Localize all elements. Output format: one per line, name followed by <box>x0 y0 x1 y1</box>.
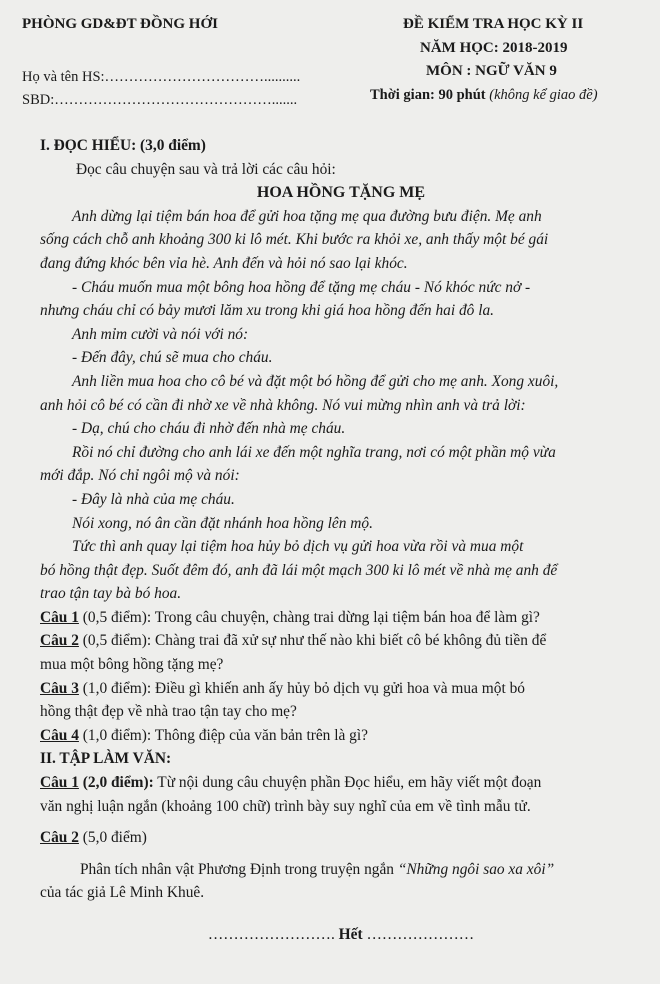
story-line: - Đến đây, chú sẽ mua cho cháu. <box>72 349 273 367</box>
question-text: Phân tích nhân vật Phương Định trong truyện ngắn <box>80 860 398 878</box>
exam-body <box>40 134 642 947</box>
time-note: (không kể giao đề) <box>489 87 598 103</box>
question-text: (0,5 điểm): Chàng trai đã xử sự như thế nào khi biết cô bé không đủ tiền để <box>78 632 547 650</box>
question-3-cont: hồng thật đẹp về nhà trao tận tay cho mẹ? <box>40 703 297 721</box>
subject: MÔN : NGỮ VĂN 9 <box>426 63 557 79</box>
reading-instruction: Đọc câu chuyện sau và trả lời các câu hỏi: <box>76 160 336 178</box>
story-line: trao tận tay bà bó hoa. <box>40 585 182 603</box>
question-label: Câu 4 <box>40 726 79 744</box>
story-line: - Dạ, chú cho cháu đi nhờ đến nhà mẹ cháu. <box>72 420 346 438</box>
story-line: Nói xong, nó ân cần đặt nhánh hoa hồng lên mộ. <box>72 514 373 532</box>
school-office: PHÒNG GD&ĐT ĐỒNG HỚI <box>22 16 218 32</box>
story-line: Anh liền mua hoa cho cô bé và đặt một bó hồng để gửi cho mẹ anh. Xong xuôi, <box>72 372 559 390</box>
story-line: Anh dừng lại tiệm bán hoa để gửi hoa tặng mẹ qua đường bưu điện. Mẹ anh <box>72 207 542 225</box>
essay-question-2-text <box>40 858 642 882</box>
end-dots-left: ……………………. <box>207 926 335 943</box>
story-line: Tức thì anh quay lại tiệm hoa hủy bỏ dịch vụ gửi hoa vừa rồi và mua một <box>72 538 524 556</box>
time-allowed <box>370 87 598 104</box>
question-text: Từ nội dung câu chuyện phần Đọc hiểu, em hãy viết một đoạn <box>153 774 542 792</box>
question-label: Câu 2 <box>40 632 79 650</box>
story-line: mới đắp. Nó chỉ ngôi mộ và nói: <box>40 467 240 485</box>
exam-title: ĐỀ KIỂM TRA HỌC KỲ II <box>403 16 584 32</box>
part1-heading: I. ĐỌC HIỂU: (3,0 điểm) <box>40 137 206 154</box>
question-text: (0,5 điểm): Trong câu chuyện, chàng trai dừng lại tiệm bán hoa để làm gì? <box>78 608 540 626</box>
question-text: (1,0 điểm): Thông điệp của văn bản trên là gì? <box>78 726 368 744</box>
question-label: Câu 1 <box>40 608 79 626</box>
story-line: Rồi nó chỉ đường cho anh lái xe đến một nghĩa trang, nơi có một phần mộ vừa <box>72 443 556 461</box>
story-line: - Đây là nhà của mẹ cháu. <box>72 490 235 508</box>
question-4 <box>40 724 642 748</box>
end-label: Hết <box>338 926 363 943</box>
school-year: NĂM HỌC: 2018-2019 <box>420 40 568 56</box>
student-name-field: Họ và tên HS:…………………………….......... <box>22 69 301 85</box>
story-line: đang đứng khóc bên vỉa hè. Anh đến và hỏi nó sao lại khóc. <box>40 254 408 272</box>
part2-heading: II. TẬP LÀM VĂN: <box>40 750 172 768</box>
story-line: sống cách chỗ anh khoảng 300 ki lô mét. Khi bước ra khỏi xe, anh thấy một bé gái <box>40 231 549 249</box>
end-marker <box>40 923 642 947</box>
story-line: Anh mỉm cười và nói với nó: <box>72 325 249 343</box>
question-text: (1,0 điểm): Điều gì khiến anh ấy hủy bỏ dịch vụ gửi hoa và mua một bó <box>78 679 525 697</box>
story-line: nhưng cháu chỉ có bảy mươi lăm xu trong khi giá hoa hồng đến hai đô la. <box>40 302 495 320</box>
question-3 <box>40 677 642 701</box>
end-dots-right: ………………… <box>366 926 475 943</box>
question-2-cont: mua một bông hồng tặng mẹ? <box>40 656 224 674</box>
essay-question-1 <box>40 771 642 795</box>
literary-work-title: “Những ngôi sao xa xôi” <box>397 860 555 878</box>
story-line: anh hỏi cô bé có cần đi nhờ xe về nhà không. Nó vui mừng nhìn anh và trả lời: <box>40 396 526 414</box>
essay-question-2-cont: của tác giả Lê Minh Khuê. <box>40 884 205 902</box>
question-label: Câu 3 <box>40 679 79 697</box>
question-1 <box>40 606 642 630</box>
story-title: HOA HỒNG TẶNG MẸ <box>256 184 426 202</box>
story-line: bó hồng thật đẹp. Suốt đêm đó, anh đã lái một mạch 300 ki lô mét về nhà mẹ anh để <box>40 561 558 579</box>
sbd-field: SBD:………………………………………....... <box>22 92 298 108</box>
question-label: Câu 2 <box>40 829 79 847</box>
time-label: Thời gian: 90 phút <box>370 87 486 103</box>
question-2 <box>40 629 642 653</box>
essay-question-2 <box>40 826 642 850</box>
essay-question-1-cont: văn nghị luận ngắn (khoảng 100 chữ) trình bày suy nghĩ của em về tình mẫu tử. <box>40 797 531 815</box>
question-points: (5,0 điểm) <box>78 829 147 847</box>
story-line: - Cháu muốn mua một bông hoa hồng để tặng mẹ cháu - Nó khóc nức nở - <box>72 278 531 296</box>
question-label: Câu 1 <box>40 774 79 792</box>
question-points: (2,0 điểm): <box>78 774 154 792</box>
